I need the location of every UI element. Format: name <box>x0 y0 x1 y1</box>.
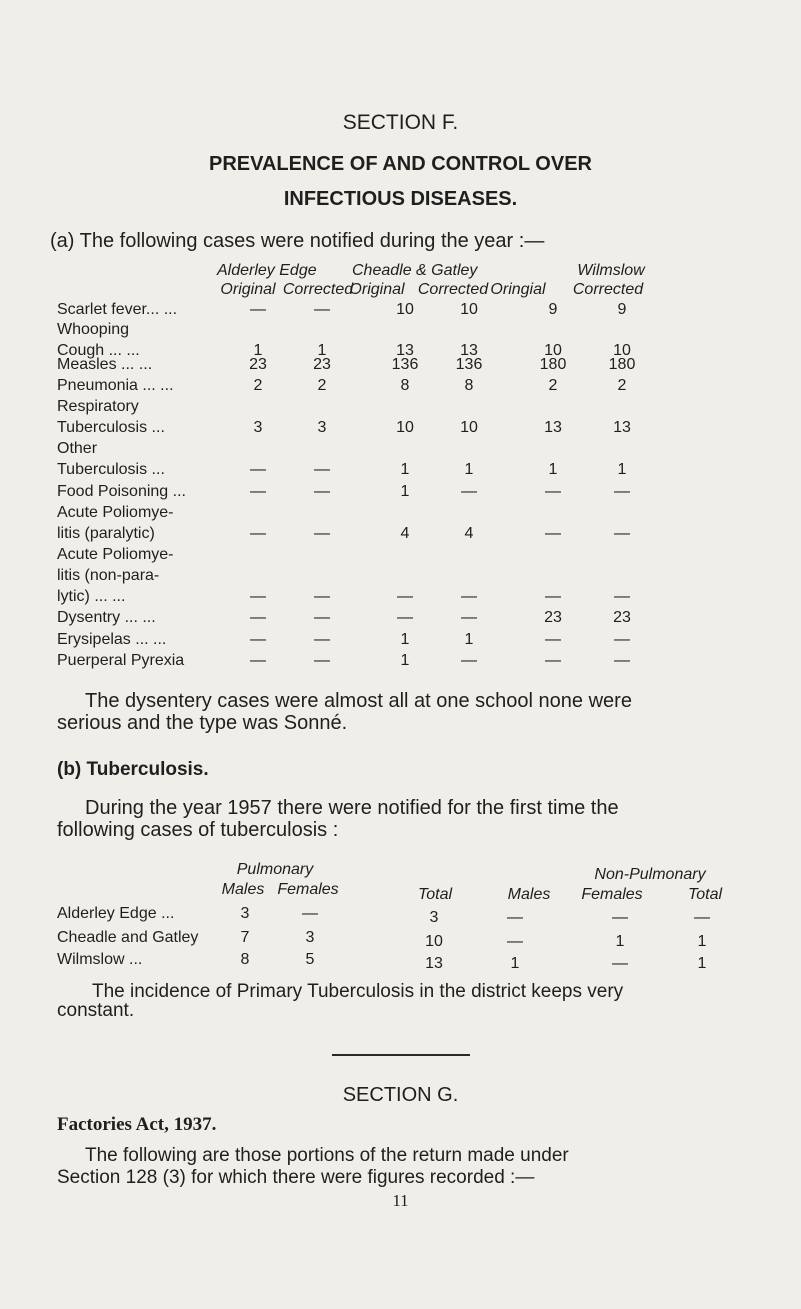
table-cell: — <box>250 631 266 648</box>
table-cell: 10 <box>396 419 414 436</box>
row-label: Puerperal Pyrexia <box>57 652 185 669</box>
table-cell: — <box>461 609 477 626</box>
table-cell: — <box>250 301 266 318</box>
table-cell: 1 <box>400 652 410 669</box>
incidence-note-line1: The incidence of Primary Tuberculosis in the district keeps very <box>92 981 624 1002</box>
row-label: Cheadle and Gatley <box>57 929 199 946</box>
table-cell: 2 <box>317 377 327 394</box>
table-cell: 1 <box>464 461 474 478</box>
table-cell: 1 <box>697 955 707 972</box>
row-label: Whooping <box>57 321 130 338</box>
table-cell: 1 <box>400 483 410 500</box>
table-cell: — <box>545 588 561 605</box>
table-cell: — <box>461 652 477 669</box>
table-cell: — <box>314 609 330 626</box>
table-cell: — <box>545 652 561 669</box>
table-cell: 13 <box>544 419 562 436</box>
table-cell: 23 <box>313 356 331 373</box>
table-cell: 136 <box>391 356 419 373</box>
table-cell: 1 <box>548 461 558 478</box>
table-cell: — <box>314 461 330 478</box>
row-label: Measles ... ... <box>57 356 153 373</box>
table-cell: 8 <box>464 377 474 394</box>
table-cell: — <box>397 609 413 626</box>
row-label: Acute Poliomye- <box>57 546 174 563</box>
table-cell: — <box>614 652 630 669</box>
sub-header: Total <box>417 886 453 903</box>
row-label: Tuberculosis ... <box>57 419 165 436</box>
table-cell: — <box>612 909 628 926</box>
table-cell: — <box>545 631 561 648</box>
table-cell: — <box>461 588 477 605</box>
section-divider <box>332 1054 470 1056</box>
factories-line2: Section 128 (3) for which there were figures recorded :— <box>57 1167 535 1188</box>
table-cell: — <box>507 933 523 950</box>
row-label: Dysentry ... ... <box>57 609 156 626</box>
table-cell: — <box>250 483 266 500</box>
table-cell: 10 <box>613 342 631 359</box>
table-cell: 180 <box>539 356 567 373</box>
table-cell: 1 <box>400 631 410 648</box>
group-header-pulmonary: Pulmonary <box>236 861 314 878</box>
table-cell: 10 <box>460 301 478 318</box>
page-number: 11 <box>392 1191 409 1210</box>
main-title-line1: PREVALENCE OF AND CONTROL OVER <box>209 153 592 175</box>
table-cell: 4 <box>400 525 410 542</box>
table-cell: — <box>397 588 413 605</box>
row-label: Wilmslow ... <box>57 951 143 968</box>
row-label: Respiratory <box>57 398 139 415</box>
table-cell: 13 <box>425 955 443 972</box>
table-cell: 2 <box>617 377 627 394</box>
table-cell: — <box>694 909 710 926</box>
section-f-title: SECTION F. <box>342 111 459 134</box>
table-cell: — <box>461 483 477 500</box>
table-cell: 180 <box>608 356 636 373</box>
sub-header: Females <box>581 886 643 903</box>
table-cell: 23 <box>544 609 562 626</box>
table-cell: 23 <box>249 356 267 373</box>
group-header-alderley: Alderley Edge <box>217 262 317 279</box>
table-cell: 10 <box>544 342 562 359</box>
table-cell: 10 <box>396 301 414 318</box>
section-g-title: SECTION G. <box>342 1084 459 1106</box>
table-cell: — <box>314 652 330 669</box>
table-cell: — <box>250 461 266 478</box>
table-cell: 1 <box>317 342 327 359</box>
table-cell: — <box>507 909 523 926</box>
table-cell: — <box>545 483 561 500</box>
table-cell: — <box>614 631 630 648</box>
row-label: litis (paralytic) <box>57 525 155 542</box>
sub-header: Males <box>507 886 551 903</box>
table-cell: 8 <box>240 951 250 968</box>
table-cell: 10 <box>460 419 478 436</box>
table-cell: 2 <box>253 377 263 394</box>
table-cell: — <box>314 483 330 500</box>
table-cell: 1 <box>697 933 707 950</box>
table-cell: — <box>314 588 330 605</box>
table-cell: 2 <box>548 377 558 394</box>
table-cell: 1 <box>510 955 520 972</box>
table-cell: 4 <box>464 525 474 542</box>
table-cell: — <box>250 652 266 669</box>
section-b-heading: (b) Tuberculosis. <box>57 759 209 780</box>
row-label: Scarlet fever... ... <box>57 301 178 318</box>
factories-heading: Factories Act, 1937. <box>57 1114 217 1135</box>
table-cell: — <box>250 525 266 542</box>
sub-header: Females <box>277 881 339 898</box>
table-cell: 5 <box>305 951 315 968</box>
tb-intro-line2: following cases of tuberculosis : <box>57 819 339 841</box>
table-cell: 3 <box>429 909 439 926</box>
table-cell: 8 <box>400 377 410 394</box>
sub-header: Males <box>221 881 265 898</box>
row-label: Food Poisoning ... <box>57 483 186 500</box>
row-label: Cough ... ... <box>57 342 140 359</box>
row-label: Tuberculosis ... <box>57 461 165 478</box>
table-cell: 3 <box>317 419 327 436</box>
table-cell: — <box>614 483 630 500</box>
table-cell: 7 <box>240 929 250 946</box>
table-cell: 9 <box>617 301 627 318</box>
table-cell: 3 <box>240 905 250 922</box>
factories-line1: The following are those portions of the return made under <box>85 1145 569 1166</box>
tb-intro-line1: During the year 1957 there were notified for the first time the <box>85 797 619 819</box>
table-cell: — <box>314 631 330 648</box>
table-cell: 1 <box>253 342 263 359</box>
table-cell: 1 <box>464 631 474 648</box>
table-cell: 10 <box>425 933 443 950</box>
row-label: Erysipelas ... ... <box>57 631 167 648</box>
sub-header: Original <box>220 281 276 298</box>
table-cell: — <box>614 525 630 542</box>
row-label: lytic) ... ... <box>57 588 126 605</box>
sub-header: Corrected <box>572 281 644 298</box>
table-cell: 13 <box>613 419 631 436</box>
row-label: litis (non-para- <box>57 567 160 584</box>
group-header-cheadle: Cheadle & Gatley <box>352 262 478 279</box>
group-header-wilmslow: Wilmslow <box>577 262 645 279</box>
table-cell: 13 <box>396 342 414 359</box>
table-cell: — <box>314 301 330 318</box>
row-label: Acute Poliomye- <box>57 504 174 521</box>
intro-a: (a) The following cases were notified during the year :— <box>50 230 545 252</box>
table-cell: — <box>614 588 630 605</box>
incidence-note-line2: constant. <box>57 1000 135 1021</box>
row-label: Alderley Edge ... <box>57 905 175 922</box>
sub-header: Corrected <box>282 281 354 298</box>
row-label: Pneumonia ... ... <box>57 377 174 394</box>
table-cell: 3 <box>305 929 315 946</box>
table-cell: 1 <box>400 461 410 478</box>
table-cell: 136 <box>455 356 483 373</box>
table-cell: 13 <box>460 342 478 359</box>
table-cell: 1 <box>615 933 625 950</box>
sub-header: Total <box>687 886 723 903</box>
dysentery-note-line2: serious and the type was Sonné. <box>57 712 348 734</box>
table-cell: 3 <box>253 419 263 436</box>
table-cell: 23 <box>613 609 631 626</box>
sub-header: Original <box>349 281 405 298</box>
table-cell: — <box>612 955 628 972</box>
group-header-non-pulmonary: Non-Pulmonary <box>594 866 706 883</box>
table-cell: — <box>250 609 266 626</box>
table-cell: 1 <box>617 461 627 478</box>
table-cell: — <box>250 588 266 605</box>
table-cell: 9 <box>548 301 558 318</box>
sub-header: Corrected <box>417 281 489 298</box>
sub-header: Oringial <box>490 281 546 298</box>
table-cell: — <box>545 525 561 542</box>
table-cell: — <box>302 905 318 922</box>
main-title-line2: INFECTIOUS DISEASES. <box>283 188 518 210</box>
row-label: Other <box>57 440 98 457</box>
dysentery-note-line1: The dysentery cases were almost all at one school none were <box>85 690 632 712</box>
table-cell: — <box>314 525 330 542</box>
